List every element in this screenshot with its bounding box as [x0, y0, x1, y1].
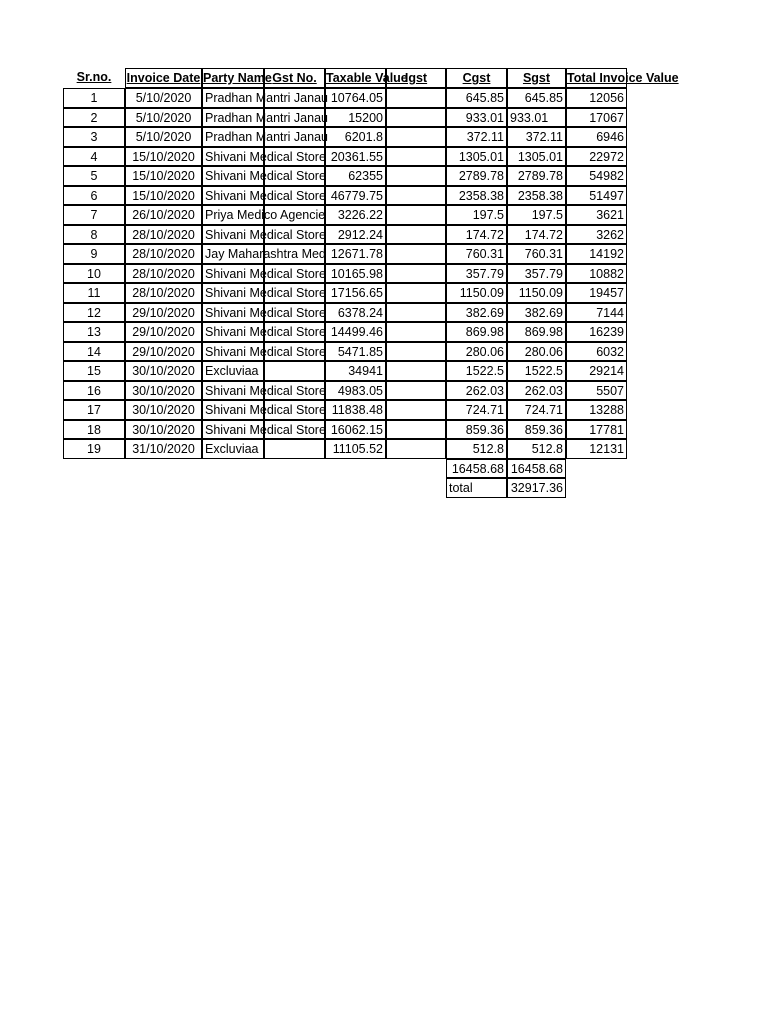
- cell-sgst: 933.01: [507, 108, 566, 128]
- header-invoice-date: Invoice Date: [125, 68, 202, 88]
- cell-igst: [386, 127, 446, 147]
- cell-taxable-value: 12671.78: [325, 244, 386, 264]
- cell-total-invoice-value: 12056: [566, 88, 627, 108]
- cell-sgst: 859.36: [507, 420, 566, 440]
- cell-sgst: 280.06: [507, 342, 566, 362]
- cell-total-invoice-value: 6946: [566, 127, 627, 147]
- cell-party-name: Shivani Medical Store: [202, 322, 264, 342]
- cell-taxable-value: 17156.65: [325, 283, 386, 303]
- cell-cgst: 760.31: [446, 244, 507, 264]
- cell-invoice-date: 30/10/2020: [125, 400, 202, 420]
- cell-sr-no: 9: [63, 244, 125, 264]
- cell-total-invoice-value: 13288: [566, 400, 627, 420]
- cell-cgst: 372.11: [446, 127, 507, 147]
- cell-invoice-date: 29/10/2020: [125, 322, 202, 342]
- cell-sr-no: 8: [63, 225, 125, 245]
- cell-igst: [386, 420, 446, 440]
- cell-party-name: Excluviaa: [202, 361, 264, 381]
- cell-invoice-date: 26/10/2020: [125, 205, 202, 225]
- cell-total-invoice-value: 22972: [566, 147, 627, 167]
- cell-invoice-date: 31/10/2020: [125, 439, 202, 459]
- cell-sr-no: 4: [63, 147, 125, 167]
- cell-invoice-date: 5/10/2020: [125, 127, 202, 147]
- cell-invoice-date: 29/10/2020: [125, 303, 202, 323]
- cell-sgst: 372.11: [507, 127, 566, 147]
- cell-cgst: 174.72: [446, 225, 507, 245]
- cell-cgst: 280.06: [446, 342, 507, 362]
- cell-cgst: 2358.38: [446, 186, 507, 206]
- cell-party-name: Shivani Medical Store: [202, 264, 264, 284]
- cell-sgst: 760.31: [507, 244, 566, 264]
- cell-invoice-date: 15/10/2020: [125, 166, 202, 186]
- header-sr-no: Sr.no.: [76, 70, 112, 84]
- header-party-name: Party Name: [202, 68, 264, 88]
- cell-igst: [386, 381, 446, 401]
- cell-invoice-date: 28/10/2020: [125, 244, 202, 264]
- cell-party-name: Pradhan Mantri Janau: [202, 88, 264, 108]
- cell-cgst: 933.01: [446, 108, 507, 128]
- cell-cgst: 357.79: [446, 264, 507, 284]
- cell-taxable-value: 2912.24: [325, 225, 386, 245]
- cell-sgst: 1522.5: [507, 361, 566, 381]
- cell-invoice-date: 5/10/2020: [125, 108, 202, 128]
- header-sgst: Sgst: [507, 68, 566, 88]
- cell-total-invoice-value: 19457: [566, 283, 627, 303]
- cell-total-invoice-value: 3621: [566, 205, 627, 225]
- cell-igst: [386, 166, 446, 186]
- cell-sgst: 645.85: [507, 88, 566, 108]
- cell-cgst: 382.69: [446, 303, 507, 323]
- cell-total-invoice-value: 5507: [566, 381, 627, 401]
- cell-sgst: 262.03: [507, 381, 566, 401]
- cell-invoice-date: 30/10/2020: [125, 361, 202, 381]
- cell-cgst: 1150.09: [446, 283, 507, 303]
- cell-party-name: Jay Maharashtra Med: [202, 244, 264, 264]
- cell-total-invoice-value: 14192: [566, 244, 627, 264]
- cell-sr-no: 11: [63, 283, 125, 303]
- cell-party-name: Shivani Medical Store: [202, 303, 264, 323]
- cell-invoice-date: 15/10/2020: [125, 186, 202, 206]
- cell-total-invoice-value: 10882: [566, 264, 627, 284]
- cell-taxable-value: 11105.52: [325, 439, 386, 459]
- header-cgst: Cgst: [446, 68, 507, 88]
- cell-sgst: 357.79: [507, 264, 566, 284]
- cell-party-name: Shivani Medical Store: [202, 147, 264, 167]
- cell-sr-no: 5: [63, 166, 125, 186]
- cell-igst: [386, 88, 446, 108]
- cell-taxable-value: 3226.22: [325, 205, 386, 225]
- cell-igst: [386, 322, 446, 342]
- cell-sr-no: 19: [63, 439, 125, 459]
- cell-cgst: 1522.5: [446, 361, 507, 381]
- cell-gst-no: [264, 439, 325, 459]
- cell-sgst: 2789.78: [507, 166, 566, 186]
- cell-sr-no: 7: [63, 205, 125, 225]
- cell-total-invoice-value: 17067: [566, 108, 627, 128]
- cell-igst: [386, 342, 446, 362]
- cell-invoice-date: 28/10/2020: [125, 225, 202, 245]
- cell-total-invoice-value: 17781: [566, 420, 627, 440]
- cell-sr-no: 10: [63, 264, 125, 284]
- cell-igst: [386, 186, 446, 206]
- cell-igst: [386, 361, 446, 381]
- cell-total-invoice-value: 29214: [566, 361, 627, 381]
- cell-sgst: 512.8: [507, 439, 566, 459]
- cell-invoice-date: 5/10/2020: [125, 88, 202, 108]
- cell-total-invoice-value: 54982: [566, 166, 627, 186]
- cell-taxable-value: 6201.8: [325, 127, 386, 147]
- cell-sgst: 382.69: [507, 303, 566, 323]
- cell-sgst: 869.98: [507, 322, 566, 342]
- cell-taxable-value: 10764.05: [325, 88, 386, 108]
- cell-sgst: 197.5: [507, 205, 566, 225]
- cell-sgst: 724.71: [507, 400, 566, 420]
- cell-party-name: Shivani Medical Store: [202, 186, 264, 206]
- cell-taxable-value: 46779.75: [325, 186, 386, 206]
- cell-cgst: 2789.78: [446, 166, 507, 186]
- cell-invoice-date: 29/10/2020: [125, 342, 202, 362]
- cell-igst: [386, 205, 446, 225]
- cell-igst: [386, 244, 446, 264]
- cell-sgst: 1150.09: [507, 283, 566, 303]
- cell-sr-no: 18: [63, 420, 125, 440]
- cell-igst: [386, 264, 446, 284]
- cell-sr-no: 3: [63, 127, 125, 147]
- cell-taxable-value: 34941: [325, 361, 386, 381]
- cell-invoice-date: 30/10/2020: [125, 381, 202, 401]
- cell-taxable-value: 14499.46: [325, 322, 386, 342]
- cell-sgst: 174.72: [507, 225, 566, 245]
- header-gst-no: Gst No.: [264, 68, 325, 88]
- cell-cgst: 197.5: [446, 205, 507, 225]
- cell-igst: [386, 225, 446, 245]
- cell-gst-no: [264, 361, 325, 381]
- cell-sr-no: 14: [63, 342, 125, 362]
- cell-party-name: Shivani Medical Store: [202, 400, 264, 420]
- cell-total-invoice-value: 6032: [566, 342, 627, 362]
- cell-sr-no: 1: [63, 88, 125, 108]
- cell-taxable-value: 11838.48: [325, 400, 386, 420]
- cell-invoice-date: 28/10/2020: [125, 264, 202, 284]
- cell-total-invoice-value: 16239: [566, 322, 627, 342]
- cell-sr-no: 6: [63, 186, 125, 206]
- cell-taxable-value: 10165.98: [325, 264, 386, 284]
- cell-sgst: 1305.01: [507, 147, 566, 167]
- cell-party-name: Shivani Medical Store: [202, 166, 264, 186]
- cell-igst: [386, 283, 446, 303]
- cell-sr-no: 12: [63, 303, 125, 323]
- cell-invoice-date: 30/10/2020: [125, 420, 202, 440]
- cell-igst: [386, 147, 446, 167]
- cell-cgst: 1305.01: [446, 147, 507, 167]
- cell-sgst: 2358.38: [507, 186, 566, 206]
- cell-party-name: Shivani Medical Store: [202, 420, 264, 440]
- cell-invoice-date: 15/10/2020: [125, 147, 202, 167]
- cell-taxable-value: 6378.24: [325, 303, 386, 323]
- cell-taxable-value: 62355: [325, 166, 386, 186]
- cell-cgst: 262.03: [446, 381, 507, 401]
- total-label: total: [446, 478, 507, 498]
- cell-total-invoice-value: 12131: [566, 439, 627, 459]
- cell-cgst: 645.85: [446, 88, 507, 108]
- header-total-invoice-value: Total Invoice Value: [566, 68, 627, 88]
- cell-party-name: Shivani Medical Store: [202, 283, 264, 303]
- cell-sr-no: 13: [63, 322, 125, 342]
- header-igst: Igst: [386, 68, 446, 88]
- cell-igst: [386, 108, 446, 128]
- cell-igst: [386, 400, 446, 420]
- cell-invoice-date: 28/10/2020: [125, 283, 202, 303]
- cell-cgst: 869.98: [446, 322, 507, 342]
- grand-total: 32917.36: [507, 478, 566, 498]
- cell-party-name: Shivani Medical Store: [202, 225, 264, 245]
- cell-party-name: Pradhan Mantri Janau: [202, 108, 264, 128]
- cell-party-name: Pradhan Mantri Janau: [202, 127, 264, 147]
- cell-igst: [386, 303, 446, 323]
- header-taxable-value: Taxable Value: [325, 68, 386, 88]
- cell-sr-no: 2: [63, 108, 125, 128]
- cell-total-invoice-value: 51497: [566, 186, 627, 206]
- cell-total-invoice-value: 3262: [566, 225, 627, 245]
- cell-taxable-value: 16062.15: [325, 420, 386, 440]
- cgst-total: 16458.68: [446, 459, 507, 479]
- cell-sr-no: 17: [63, 400, 125, 420]
- cell-taxable-value: 4983.05: [325, 381, 386, 401]
- cell-cgst: 512.8: [446, 439, 507, 459]
- sgst-total: 16458.68: [507, 459, 566, 479]
- cell-taxable-value: 20361.55: [325, 147, 386, 167]
- cell-cgst: 859.36: [446, 420, 507, 440]
- cell-taxable-value: 5471.85: [325, 342, 386, 362]
- cell-party-name: Priya Medico Agencie: [202, 205, 264, 225]
- cell-party-name: Shivani Medical Store: [202, 381, 264, 401]
- cell-sr-no: 15: [63, 361, 125, 381]
- cell-total-invoice-value: 7144: [566, 303, 627, 323]
- cell-sr-no: 16: [63, 381, 125, 401]
- cell-cgst: 724.71: [446, 400, 507, 420]
- cell-party-name: Excluviaa: [202, 439, 264, 459]
- cell-igst: [386, 439, 446, 459]
- cell-taxable-value: 15200: [325, 108, 386, 128]
- cell-party-name: Shivani Medical Store: [202, 342, 264, 362]
